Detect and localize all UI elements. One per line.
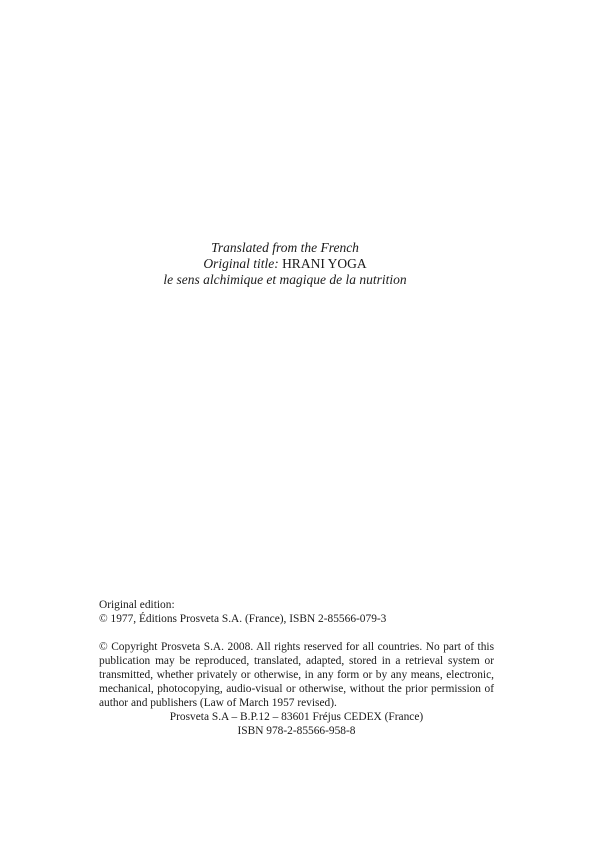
original-title-line <box>0 256 585 272</box>
isbn-line: ISBN 978-2-85566-958-8 <box>237 725 356 737</box>
original-title-label: Original title: <box>203 256 279 271</box>
original-edition-details: © 1977, Éditions Prosveta S.A. (France), ISBN 2-85566-079-3 <box>99 613 387 625</box>
translation-info <box>0 240 585 288</box>
original-edition-label: Original edition: <box>99 599 175 611</box>
original-edition-info <box>99 598 499 626</box>
original-subtitle-line: le sens alchimique et magique de la nutrition <box>163 272 407 287</box>
publisher-info <box>99 710 494 738</box>
publisher-address: Prosveta S.A – B.P.12 – 83601 Fréjus CEDEX (France) <box>169 711 424 723</box>
translated-from-line: Translated from the French <box>211 240 359 255</box>
copyright-notice: © Copyright Prosveta S.A. 2008. All rights reserved for all countries. No part of this publication may be reproduced, translated, adapted, stored in a retrieval system or transmitted, whether privately or otherwise, in any form or by any means, electronic, mechanical, photocopying, audio-visual or otherwise, without the prior permission of author and publishers (Law of March 1957 revised). <box>99 641 494 709</box>
original-title-value: HRANI YOGA <box>282 256 367 271</box>
